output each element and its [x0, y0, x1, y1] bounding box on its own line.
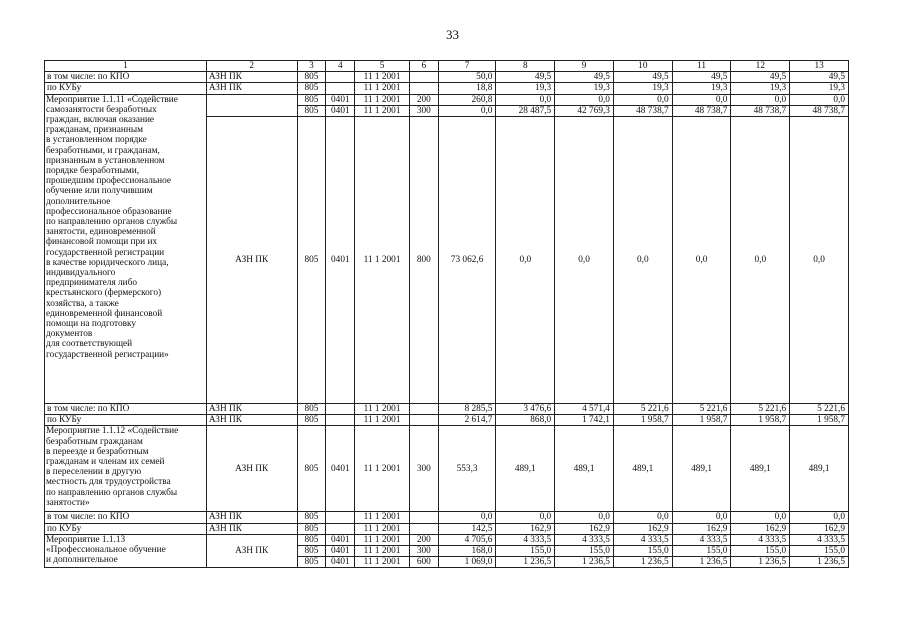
header-cell: 8 — [496, 61, 555, 72]
code-cell: 805 — [297, 94, 326, 105]
value-cell: 18,8 — [438, 83, 496, 94]
header-cell: 1 — [45, 61, 207, 72]
value-cell: 0,0 — [731, 512, 790, 523]
value-cell: 155,0 — [790, 546, 849, 557]
value-cell: 48 738,7 — [790, 105, 849, 116]
value-cell: 0,0 — [731, 117, 790, 404]
value-cell: 0,0 — [438, 105, 496, 116]
header-cell: 5 — [355, 61, 410, 72]
value-cell: 28 487,5 — [496, 105, 555, 116]
value-cell: 155,0 — [613, 546, 672, 557]
code-cell: 0401 — [326, 546, 355, 557]
value-cell: 4 705,6 — [438, 534, 496, 545]
code-cell: 11 1 2001 — [355, 415, 410, 426]
value-cell: 0,0 — [672, 117, 731, 404]
executor-cell: АЗН ПК — [206, 415, 297, 426]
code-cell: 600 — [409, 557, 438, 568]
code-cell: 805 — [297, 72, 326, 83]
value-cell: 142,5 — [438, 523, 496, 534]
value-cell: 162,9 — [613, 523, 672, 534]
value-cell: 19,3 — [790, 83, 849, 94]
code-cell: 11 1 2001 — [355, 523, 410, 534]
budget-table — [44, 60, 849, 568]
table-row — [45, 512, 849, 523]
value-cell: 0,0 — [555, 512, 614, 523]
value-cell: 19,3 — [555, 83, 614, 94]
value-cell: 0,0 — [438, 512, 496, 523]
code-cell: 800 — [409, 117, 438, 404]
code-cell: 805 — [297, 534, 326, 545]
executor-cell: АЗН ПК — [206, 426, 297, 512]
code-cell: 11 1 2001 — [355, 534, 410, 545]
table-row — [45, 83, 849, 94]
code-cell: 805 — [297, 117, 326, 404]
value-cell: 4 333,5 — [555, 534, 614, 545]
code-cell — [326, 415, 355, 426]
header-cell: 4 — [326, 61, 355, 72]
code-cell: 11 1 2001 — [355, 72, 410, 83]
code-cell: 0401 — [326, 117, 355, 404]
value-cell: 2 614,7 — [438, 415, 496, 426]
value-cell: 489,1 — [672, 426, 731, 512]
header-cell: 6 — [409, 61, 438, 72]
value-cell: 162,9 — [672, 523, 731, 534]
code-cell — [326, 72, 355, 83]
code-cell — [326, 523, 355, 534]
code-cell: 0401 — [326, 94, 355, 105]
code-cell: 200 — [409, 534, 438, 545]
value-cell: 489,1 — [731, 426, 790, 512]
code-cell — [409, 415, 438, 426]
value-cell: 4 333,5 — [672, 534, 731, 545]
value-cell: 168,0 — [438, 546, 496, 557]
executor-cell: АЗН ПК — [206, 523, 297, 534]
value-cell: 1 236,5 — [790, 557, 849, 568]
code-cell: 0401 — [326, 426, 355, 512]
value-cell: 162,9 — [731, 523, 790, 534]
value-cell: 5 221,6 — [731, 404, 790, 415]
value-cell: 260,8 — [438, 94, 496, 105]
measure-description — [45, 534, 207, 568]
value-cell: 155,0 — [672, 546, 731, 557]
header-cell: 9 — [555, 61, 614, 72]
row-label: по КУБу — [45, 415, 207, 426]
value-cell: 73 062,6 — [438, 117, 496, 404]
header-row — [45, 61, 849, 72]
value-cell: 5 221,6 — [613, 404, 672, 415]
value-cell: 0,0 — [496, 117, 555, 404]
measure-text: Мероприятие 1.1.13 «Профессиональное обучение и дополнительное — [46, 534, 166, 566]
executor-cell: АЗН ПК — [206, 404, 297, 415]
value-cell: 19,3 — [496, 83, 555, 94]
value-cell: 4 571,4 — [555, 404, 614, 415]
code-cell: 11 1 2001 — [355, 83, 410, 94]
code-cell: 805 — [297, 512, 326, 523]
value-cell: 49,5 — [731, 72, 790, 83]
code-cell: 11 1 2001 — [355, 557, 410, 568]
value-cell: 1 069,0 — [438, 557, 496, 568]
value-cell: 489,1 — [613, 426, 672, 512]
table-row — [45, 534, 849, 545]
measure-text: Мероприятие 1.1.12 «Содействие безработным гражданам в переезде и безработным гражданам и членам их семей в переселении в другую местность для трудоустройства по направлению органов службы занятости» — [46, 426, 179, 508]
table-row — [45, 72, 849, 83]
code-cell — [326, 83, 355, 94]
value-cell: 489,1 — [496, 426, 555, 512]
code-cell: 805 — [297, 523, 326, 534]
value-cell: 5 221,6 — [672, 404, 731, 415]
code-cell: 11 1 2001 — [355, 404, 410, 415]
value-cell: 1 958,7 — [731, 415, 790, 426]
code-cell: 11 1 2001 — [355, 117, 410, 404]
value-cell: 0,0 — [613, 117, 672, 404]
value-cell: 0,0 — [496, 94, 555, 105]
value-cell: 0,0 — [672, 512, 731, 523]
row-label: в том числе: по КПО — [45, 72, 207, 83]
value-cell: 1 742,1 — [555, 415, 614, 426]
measure-description — [45, 426, 207, 512]
value-cell: 1 236,5 — [613, 557, 672, 568]
header-cell: 7 — [438, 61, 496, 72]
code-cell: 11 1 2001 — [355, 105, 410, 116]
value-cell: 489,1 — [555, 426, 614, 512]
value-cell: 1 958,7 — [790, 415, 849, 426]
value-cell: 162,9 — [496, 523, 555, 534]
code-cell: 805 — [297, 83, 326, 94]
value-cell: 1 236,5 — [672, 557, 731, 568]
code-cell: 805 — [297, 105, 326, 116]
value-cell: 49,5 — [790, 72, 849, 83]
value-cell: 1 236,5 — [731, 557, 790, 568]
value-cell: 4 333,5 — [496, 534, 555, 545]
header-cell: 10 — [613, 61, 672, 72]
value-cell: 4 333,5 — [731, 534, 790, 545]
code-cell: 805 — [297, 404, 326, 415]
value-cell: 868,0 — [496, 415, 555, 426]
value-cell: 48 738,7 — [731, 105, 790, 116]
row-label: по КУБу — [45, 523, 207, 534]
value-cell: 4 333,5 — [613, 534, 672, 545]
code-cell — [409, 404, 438, 415]
executor-cell: АЗН ПК — [206, 117, 297, 404]
value-cell: 0,0 — [496, 512, 555, 523]
measure-description — [45, 94, 207, 403]
code-cell: 805 — [297, 426, 326, 512]
measure-text: Мероприятие 1.1.11 «Содействие самозанятости безработных граждан, включая оказание гражданам, признанным в установленном порядке безработными, и гражданам, признанным в установленном порядке безработными, прошедшим профессиональное обучение или получившим дополнительное профессиональное образование по направлению органов службы занятости, единовременной финансовой помощи при их государственной регистрации в качестве юридического лица, индивидуального предпринимателя либо крестьянского (фермерского) хозяйства, а также единовременной финансовой помощи на подготовку документов для соответствующей государственной регистрации» — [46, 94, 178, 360]
header-cell: 11 — [672, 61, 731, 72]
value-cell: 48 738,7 — [613, 105, 672, 116]
value-cell: 155,0 — [496, 546, 555, 557]
value-cell: 0,0 — [613, 94, 672, 105]
code-cell — [409, 512, 438, 523]
value-cell: 49,5 — [672, 72, 731, 83]
code-cell: 11 1 2001 — [355, 512, 410, 523]
value-cell: 1 958,7 — [672, 415, 731, 426]
value-cell: 0,0 — [672, 94, 731, 105]
value-cell: 0,0 — [613, 512, 672, 523]
code-cell: 0401 — [326, 557, 355, 568]
page-number: 33 — [446, 27, 459, 42]
row-label: по КУБу — [45, 83, 207, 94]
value-cell: 0,0 — [731, 94, 790, 105]
code-cell: 0401 — [326, 534, 355, 545]
executor-cell: АЗН ПК — [206, 72, 297, 83]
executor-cell — [206, 94, 297, 116]
value-cell: 1 236,5 — [555, 557, 614, 568]
value-cell: 0,0 — [555, 117, 614, 404]
code-cell: 300 — [409, 105, 438, 116]
value-cell: 19,3 — [731, 83, 790, 94]
code-cell: 11 1 2001 — [355, 546, 410, 557]
table-row — [45, 426, 849, 512]
code-cell: 11 1 2001 — [355, 94, 410, 105]
value-cell: 0,0 — [790, 512, 849, 523]
code-cell: 805 — [297, 557, 326, 568]
code-cell — [409, 72, 438, 83]
table-row — [45, 415, 849, 426]
table-row — [45, 523, 849, 534]
value-cell: 19,3 — [672, 83, 731, 94]
value-cell: 19,3 — [613, 83, 672, 94]
code-cell: 300 — [409, 546, 438, 557]
value-cell: 42 769,3 — [555, 105, 614, 116]
executor-cell: АЗН ПК — [206, 83, 297, 94]
value-cell: 5 221,6 — [790, 404, 849, 415]
code-cell: 200 — [409, 94, 438, 105]
value-cell: 1 236,5 — [496, 557, 555, 568]
header-cell: 3 — [297, 61, 326, 72]
code-cell — [409, 83, 438, 94]
value-cell: 0,0 — [790, 117, 849, 404]
value-cell: 49,5 — [496, 72, 555, 83]
code-cell: 0401 — [326, 105, 355, 116]
row-label: в том числе: по КПО — [45, 404, 207, 415]
header-cell: 12 — [731, 61, 790, 72]
value-cell: 49,5 — [555, 72, 614, 83]
executor-cell: АЗН ПК — [206, 512, 297, 523]
value-cell: 1 958,7 — [613, 415, 672, 426]
value-cell: 0,0 — [555, 94, 614, 105]
value-cell: 553,3 — [438, 426, 496, 512]
executor-cell: АЗН ПК — [206, 534, 297, 568]
value-cell: 49,5 — [613, 72, 672, 83]
value-cell: 489,1 — [790, 426, 849, 512]
code-cell: 300 — [409, 426, 438, 512]
value-cell: 50,0 — [438, 72, 496, 83]
value-cell: 3 476,6 — [496, 404, 555, 415]
code-cell — [409, 523, 438, 534]
table-row — [45, 94, 849, 105]
value-cell: 162,9 — [555, 523, 614, 534]
code-cell: 805 — [297, 415, 326, 426]
value-cell: 8 285,5 — [438, 404, 496, 415]
table-row — [45, 404, 849, 415]
code-cell — [326, 512, 355, 523]
value-cell: 155,0 — [555, 546, 614, 557]
value-cell: 162,9 — [790, 523, 849, 534]
header-cell: 2 — [206, 61, 297, 72]
header-cell: 13 — [790, 61, 849, 72]
value-cell: 4 333,5 — [790, 534, 849, 545]
value-cell: 48 738,7 — [672, 105, 731, 116]
code-cell — [326, 404, 355, 415]
code-cell: 805 — [297, 546, 326, 557]
value-cell: 0,0 — [790, 94, 849, 105]
value-cell: 155,0 — [731, 546, 790, 557]
code-cell: 11 1 2001 — [355, 426, 410, 512]
row-label: в том числе: по КПО — [45, 512, 207, 523]
